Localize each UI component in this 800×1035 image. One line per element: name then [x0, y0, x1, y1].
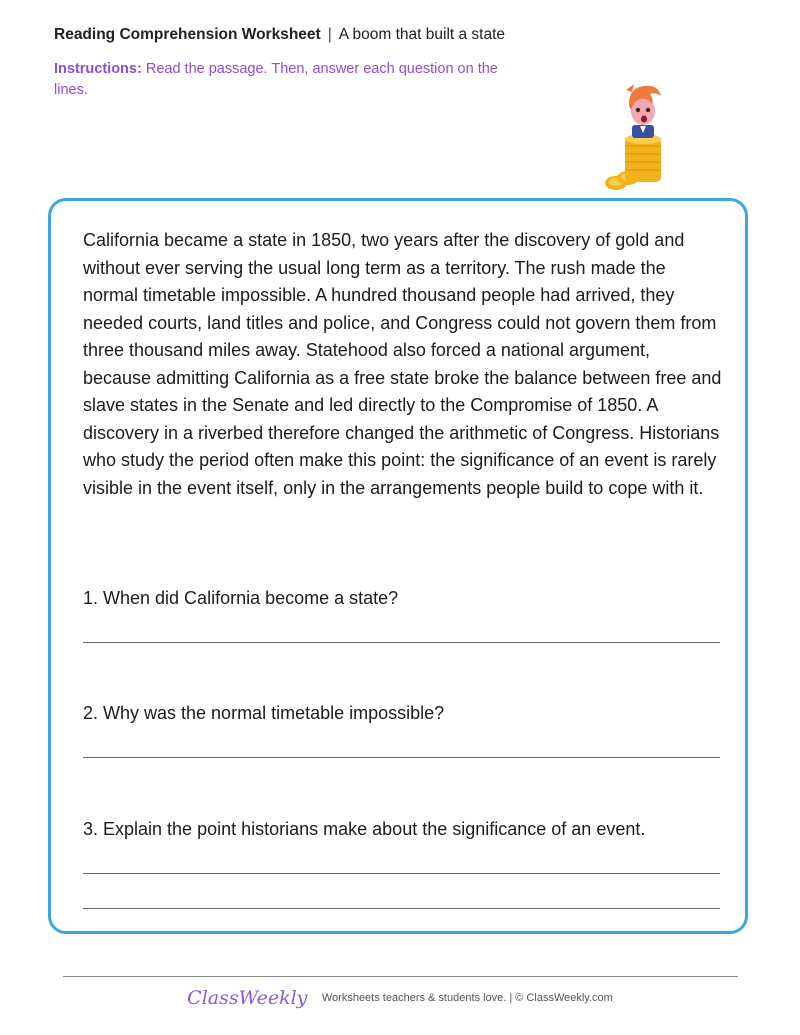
footer-divider — [63, 976, 738, 977]
instructions-label: Instructions: — [54, 61, 142, 77]
footer — [0, 987, 800, 1009]
instructions — [54, 59, 514, 101]
worksheet-title: Reading Comprehension Worksheet — [54, 26, 321, 43]
brand-logo: ClassWeekly — [187, 987, 308, 1009]
answer-line-1[interactable] — [83, 642, 720, 643]
footer-tagline: Worksheets teachers & students love. | © ClassWeekly.com — [321, 992, 613, 1004]
answer-line-2[interactable] — [83, 757, 720, 758]
question-2: 2. Why was the normal timetable impossible? — [83, 703, 445, 723]
question-3: 3. Explain the point historians make about the significance of an event. — [83, 819, 646, 839]
passage-card — [48, 198, 748, 934]
worksheet-header — [54, 26, 505, 44]
answer-line-3b[interactable] — [83, 908, 720, 909]
person-on-gold-coins-illustration — [598, 78, 676, 196]
question-1: 1. When did California become a state? — [83, 588, 399, 608]
reading-passage: California became a state in 1850, two years after the discovery of gold and without ever serving the usual long term as a territory. The rush made the normal timetable impossible. A hundred thousand people had arrived, they needed courts, land titles and police, and Congress could not govern them from three thousand miles away. Statehood also forced a national argument, because admitting California as a free state broke the balance between free and slave states in the Senate and led directly to the Compromise of 1850. A discovery in a riverbed therefore changed the arithmetic of Congress. Historians who study the period often make this point: the significance of an event is rarely visible in the event itself, only in the arrangements people build to cope with it. — [83, 230, 722, 498]
answer-line-3a[interactable] — [83, 873, 720, 874]
header-separator: | — [327, 26, 332, 43]
instructions-text: Read the passage. Then, answer each question on the lines. — [54, 61, 498, 98]
worksheet-subtitle: A boom that built a state — [338, 26, 506, 43]
